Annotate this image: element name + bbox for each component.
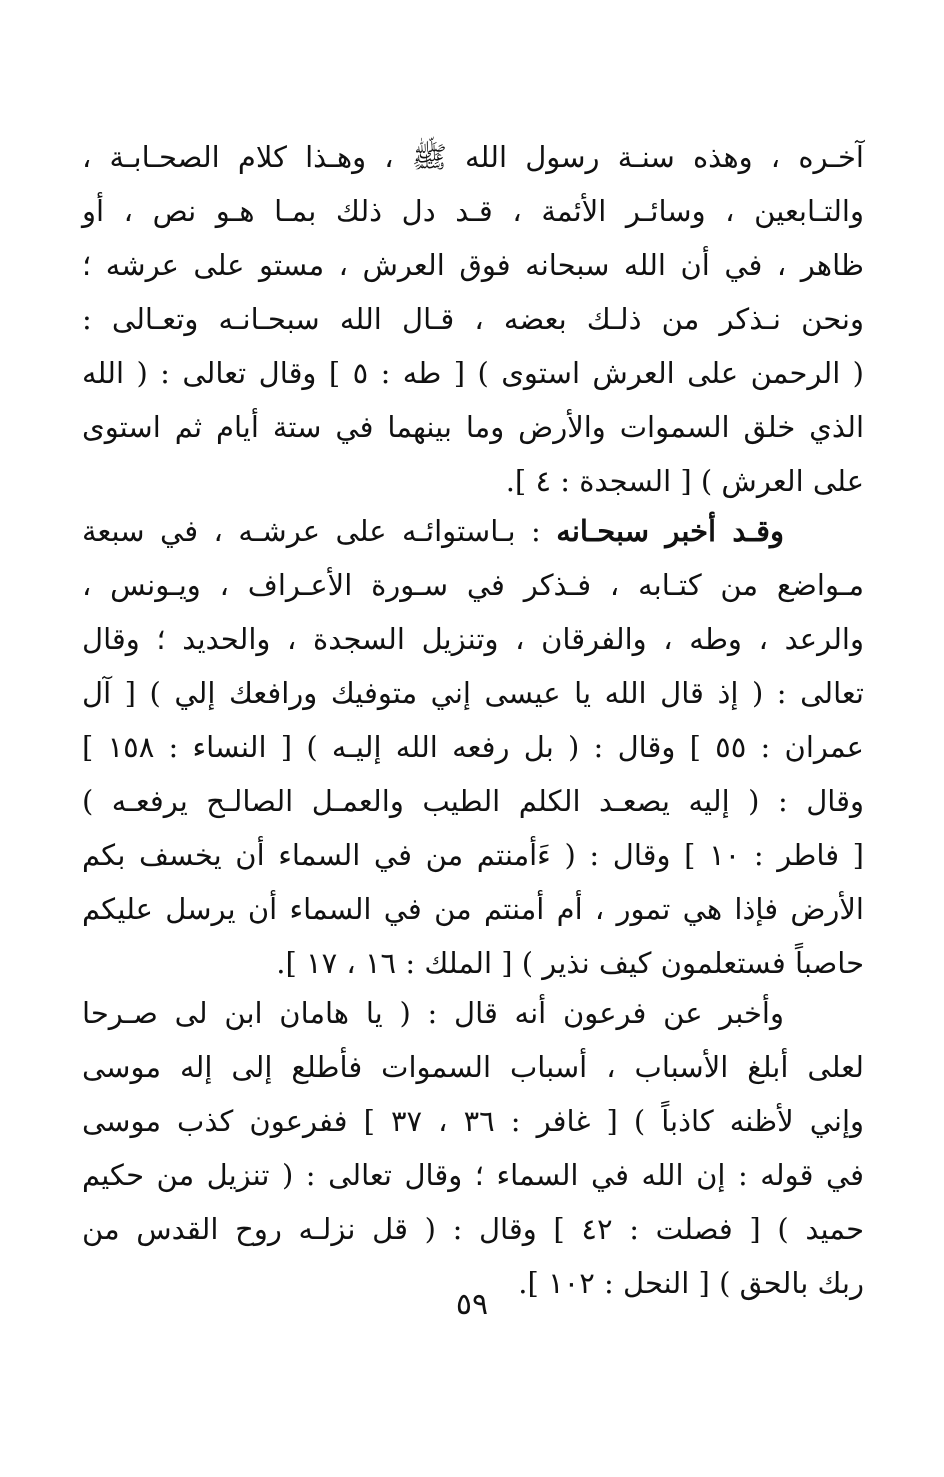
text-line: ( الرحمن على العرش استوى ) [ طه : ٥ ] وقال تعالى : ( الله	[82, 356, 864, 390]
text-line: والتـابعين ، وسائـر الأئمة ، قـد دل ذلك بمـا هـو نص ، أو	[82, 194, 864, 228]
text-line: ظاهر ، في أن الله سبحانه فوق العرش ، مستو على عرشه ؛	[82, 248, 864, 282]
text-line: وأخبر عن فرعون أنه قال : ( يا هامان ابن لى صـرحا	[82, 996, 784, 1030]
text-line: على العرش ) [ السجدة : ٤ ].	[505, 464, 864, 498]
paragraph-2	[82, 504, 864, 990]
first-line-rest: : بـاستوائـه على عرشـه ، في سبعة	[82, 514, 557, 548]
text-line: وإني لأظنه كاذباً ) [ غافر : ٣٦ ، ٣٧ ] ففرعون كذب موسى	[82, 1104, 865, 1138]
text-line: في قوله : إن الله في السماء ؛ وقال تعالى : ( تنزيل من حكيم	[82, 1158, 864, 1192]
text-line: والرعد ، وطه ، والفرقان ، وتنزيل السجدة ، والحديد ؛ وقال	[82, 622, 864, 656]
bold-lead-text: وقـد أخبر سبحـانه	[556, 514, 784, 548]
text-line	[82, 504, 864, 558]
text-line: آخـره ، وهذه سنـة رسول الله ﷺ ، وهـذا كلام الصحـابـة ،	[82, 140, 864, 174]
text-line: لعلى أبلغ الأسباب ، أسباب السموات فأطلع إلى إله موسى	[82, 1050, 864, 1084]
text-line: عمران : ٥٥ ] وقال : ( بل رفعه الله إليـه ) [ النساء : ١٥٨ ]	[82, 730, 864, 764]
page-number: ٥٩	[455, 1287, 489, 1322]
paragraph-3	[82, 986, 864, 1310]
text-line: حاصباً فستعلمون كيف نذير ) [ الملك : ١٦ ، ١٧ ].	[276, 946, 864, 980]
text-line: حميد ) [ فصلت : ٤٢ ] وقال : ( قل نزلـه روح القدس من	[82, 1212, 865, 1246]
text-line: [ فاطر : ١٠ ] وقال : ( ءَأمنتم من في السماء أن يخسف بكم	[82, 838, 864, 872]
text-line: ونحن نـذكر من ذلـك بعضه ، قـال الله سبحـانـه وتعـالى :	[82, 302, 864, 336]
paragraph-1	[82, 130, 864, 508]
text-line: ربك بالحق ) [ النحل : ١٠٢ ].	[518, 1266, 864, 1300]
text-line: تعالى : ( إذ قال الله يا عيسى إني متوفيك ورافعك إلي ) [ آل	[82, 676, 864, 710]
text-line: مـواضع من كتـابه ، فـذكر في سـورة الأعـراف ، ويـونس ،	[82, 568, 864, 602]
text-line: وقال : ( إليه يصعـد الكلم الطيب والعمـل الصالـح يرفعـه )	[82, 784, 864, 818]
text-line: الأرض فإذا هي تمور ، أم أمنتم من في السماء أن يرسل عليكم	[82, 892, 864, 926]
text-line: الذي خلق السموات والأرض وما بينهما في ستة أيام ثم استوى	[82, 410, 864, 444]
